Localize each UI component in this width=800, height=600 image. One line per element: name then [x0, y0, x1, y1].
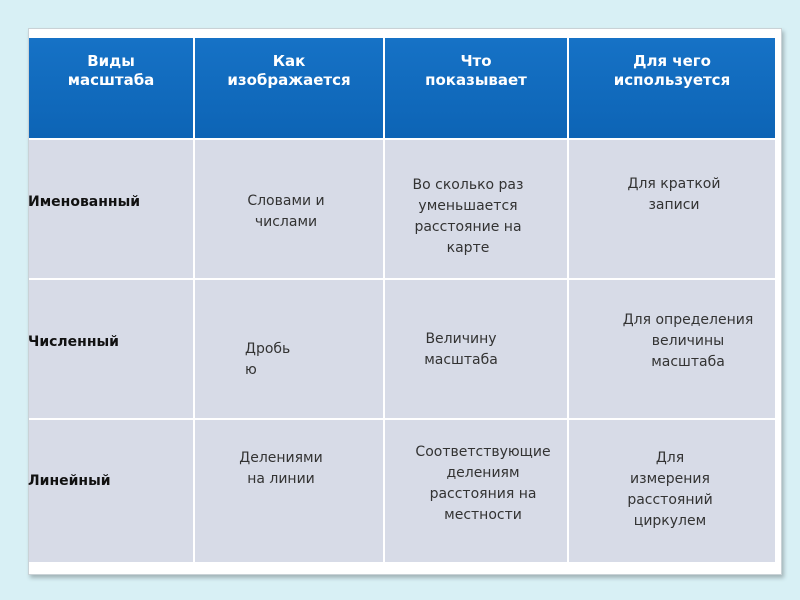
row3-shows-line4: местности [444, 507, 522, 523]
row3-use-line4: циркулем [633, 513, 707, 529]
header-types-line2: масштаба [67, 71, 155, 89]
row1-how-line2: числами [254, 214, 318, 230]
table-cell [29, 280, 195, 420]
header-cell-types [29, 38, 195, 140]
row2-how-text [245, 339, 315, 381]
header-cell-use [569, 38, 775, 140]
row1-shows-line3: расстояние на [414, 219, 522, 235]
row2-use-line1: Для определения [622, 312, 754, 328]
row2-shows-line1: Величину [425, 331, 497, 347]
header-how-line1: Как [272, 52, 306, 70]
header-cell-how [195, 38, 385, 140]
row-label-numeric: Численный [28, 334, 119, 350]
row3-use-text [605, 448, 735, 532]
row2-how-line1: Дробь [245, 341, 291, 357]
row2-how-line2: ю [245, 362, 257, 378]
row2-use-text [605, 310, 771, 373]
row1-shows-line4: карте [446, 240, 490, 256]
row2-use-line2: величины [651, 333, 725, 349]
row3-use-line2: измерения [630, 471, 710, 487]
header-cell-shows [385, 38, 569, 140]
row3-shows-line1: Соответствующие [415, 444, 551, 460]
row3-how-text [216, 448, 346, 490]
row3-use-line3: расстояний [627, 492, 713, 508]
row1-use-line2: записи [648, 197, 700, 213]
row3-shows-line2: делениям [446, 465, 520, 481]
header-shows-line1: Что [460, 52, 492, 70]
row1-shows-text [399, 175, 537, 259]
row1-use-line1: Для краткой [627, 176, 721, 192]
header-shows-line2: показывает [425, 71, 527, 89]
row1-how-line1: Словами и [247, 193, 325, 209]
row3-use-line1: Для [655, 450, 685, 466]
table-cell [195, 420, 385, 562]
row1-shows-line2: уменьшается [418, 198, 518, 214]
row-label-linear: Линейный [28, 473, 111, 489]
table-cell [29, 140, 195, 280]
row1-shows-line1: Во сколько раз [412, 177, 524, 193]
header-types-line1: Виды [87, 52, 135, 70]
header-how-line2: изображается [227, 71, 351, 89]
row3-shows-text [401, 442, 565, 526]
scale-types-table [29, 38, 775, 562]
row3-how-line1: Делениями [239, 450, 323, 466]
row3-shows-line3: расстояния на [429, 486, 537, 502]
row2-shows-line2: масштаба [424, 352, 498, 368]
row1-how-text [222, 191, 350, 233]
header-use-line1: Для чего [633, 52, 711, 70]
row2-use-line3: масштаба [651, 354, 725, 370]
row1-use-text [609, 174, 739, 216]
table-cell [29, 420, 195, 562]
row3-how-line2: на линии [247, 471, 315, 487]
row-label-named: Именованный [28, 194, 141, 210]
header-use-line2: используется [613, 71, 731, 89]
row2-shows-text [399, 329, 523, 371]
